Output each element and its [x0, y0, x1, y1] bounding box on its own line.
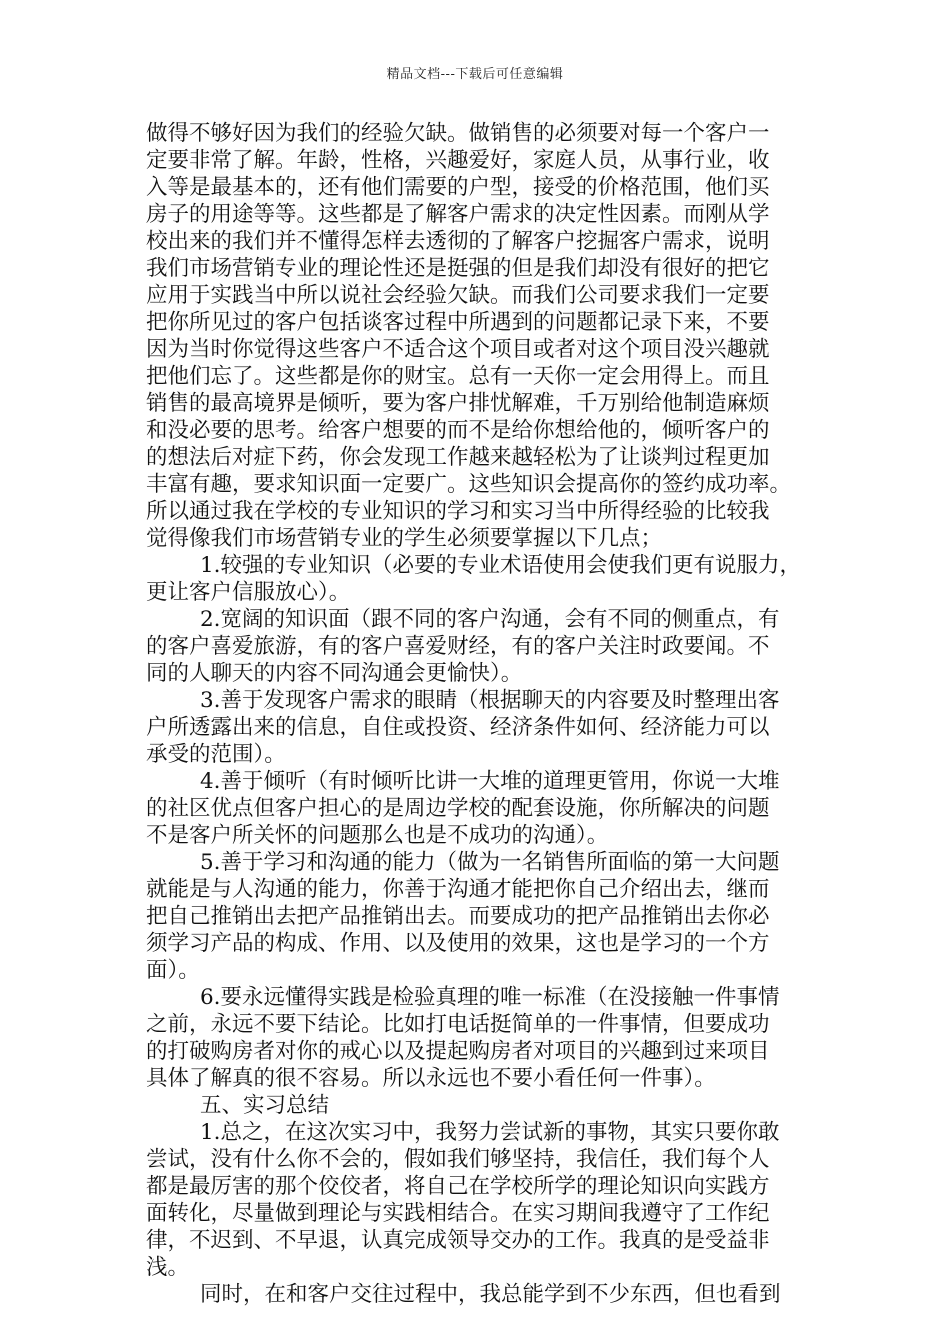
text-line: 的社区优点但客户担心的是周边学校的配套设施，你所解决的问题	[146, 796, 770, 821]
text-line: 应用于实践当中所以说社会经验欠缺。而我们公司要求我们一定要	[146, 283, 770, 308]
text-line: 面）。	[146, 958, 200, 983]
text-line: 房子的用途等等。这些都是了解客户需求的决定性因素。而刚从学	[146, 202, 770, 227]
page-header: 精品文档---下载后可任意编辑	[386, 67, 564, 82]
text-line: 和没必要的思考。给客户想要的而不是给你想给他的，倾听客户的	[146, 418, 770, 443]
text-line: 做得不够好因为我们的经验欠缺。做销售的必须要对每一个客户一	[146, 121, 770, 146]
text-line: 承受的范围）。	[146, 742, 286, 767]
text-line: 尝试，没有什么你不会的，假如我们够坚持，我信任，我们每个人	[146, 1147, 770, 1172]
text-line: 校出来的我们并不懂得怎样去透彻的了解客户挖掘客户需求，说明	[146, 229, 770, 254]
text-line: 5.善于学习和沟通的能力（做为一名销售所面临的第一大问题	[200, 850, 780, 875]
text-line: 4.善于倾听（有时倾听比讲一大堆的道理更管用，你说一大堆	[200, 769, 780, 794]
text-line: 就能是与人沟通的能力，你善于沟通才能把你自己介绍出去，继而	[146, 877, 770, 902]
text-line: 浅。	[146, 1255, 190, 1280]
text-line: 之前，永远不要下结论。比如打电话挺简单的一件事情，但要成功	[146, 1012, 770, 1037]
text-line: 都是最厉害的那个佼佼者，将自己在学校所学的理论知识向实践方	[146, 1174, 770, 1199]
text-line: 把自己推销出去把产品推销出去。而要成功的把产品推销出去你必	[146, 904, 770, 929]
document-body	[146, 120, 822, 1308]
text-line: 销售的最高境界是倾听，要为客户排忧解难，千万别给他制造麻烦	[146, 391, 770, 416]
text-line: 所以通过我在学校的专业知识的学习和实习当中所得经验的比较我	[146, 499, 770, 524]
text-line: 把你所见过的客户包括谈客过程中所遇到的问题都记录下来，不要	[146, 310, 770, 335]
text-line: 3.善于发现客户需求的眼睛（根据聊天的内容要及时整理出客	[200, 688, 780, 713]
text-line: 的打破购房者对你的戒心以及提起购房者对项目的兴趣到过来项目	[146, 1039, 770, 1064]
text-line: 因为当时你觉得这些客户不适合这个项目或者对这个项目没兴趣就	[146, 337, 770, 362]
text-line: 的客户喜爱旅游，有的客户喜爱财经，有的客户关注时政要闻。不	[146, 634, 770, 659]
text-line: 我们市场营销专业的理论性还是挺强的但是我们却没有很好的把它	[146, 256, 770, 281]
text-line: 户所透露出来的信息，自住或投资、经济条件如何、经济能力可以	[146, 715, 770, 740]
text-line: 觉得像我们市场营销专业的学生必须要掌握以下几点；	[146, 526, 663, 551]
text-line: 同的人聊天的内容不同沟通会更愉快）。	[146, 661, 523, 686]
text-line: 同时，在和客户交往过程中，我总能学到不少东西，但也看到	[200, 1282, 781, 1307]
text-line: 丰富有趣，要求知识面一定要广。这些知识会提高你的签约成功率。	[146, 472, 792, 497]
text-line: 1.较强的专业知识（必要的专业术语使用会使我们更有说服力，	[200, 553, 802, 578]
text-line: 面转化，尽量做到理论与实践相结合。在实习期间我遵守了工作纪	[146, 1201, 770, 1226]
text-line: 五、实习总结	[200, 1093, 330, 1118]
text-line: 不是客户所关怀的问题那么也是不成功的沟通）。	[146, 823, 609, 848]
text-line: 具体了解真的很不容易。所以永远也不要小看任何一件事）。	[146, 1066, 716, 1091]
text-line: 更让客户信服放心）。	[146, 580, 351, 605]
text-line: 须学习产品的构成、作用、以及使用的效果，这也是学习的一个方	[146, 931, 770, 956]
text-line: 2.宽阔的知识面（跟不同的客户沟通，会有不同的侧重点，有	[200, 607, 780, 632]
text-line: 1.总之，在这次实习中，我努力尝试新的事物，其实只要你敢	[200, 1120, 780, 1145]
text-line: 定要非常了解。年龄，性格，兴趣爱好，家庭人员，从事行业，收	[146, 148, 770, 173]
text-line: 把他们忘了。这些都是你的财宝。总有一天你一定会用得上。而且	[146, 364, 770, 389]
text-line: 入等是最基本的，还有他们需要的户型，接受的价格范围，他们买	[146, 175, 770, 200]
text-line: 6.要永远懂得实践是检验真理的唯一标准（在没接触一件事情	[200, 985, 780, 1010]
text-line: 律，不迟到、不早退，认真完成领导交办的工作。我真的是受益非	[146, 1228, 770, 1253]
text-line: 的想法后对症下药，你会发现工作越来越轻松为了让谈判过程更加	[146, 445, 770, 470]
